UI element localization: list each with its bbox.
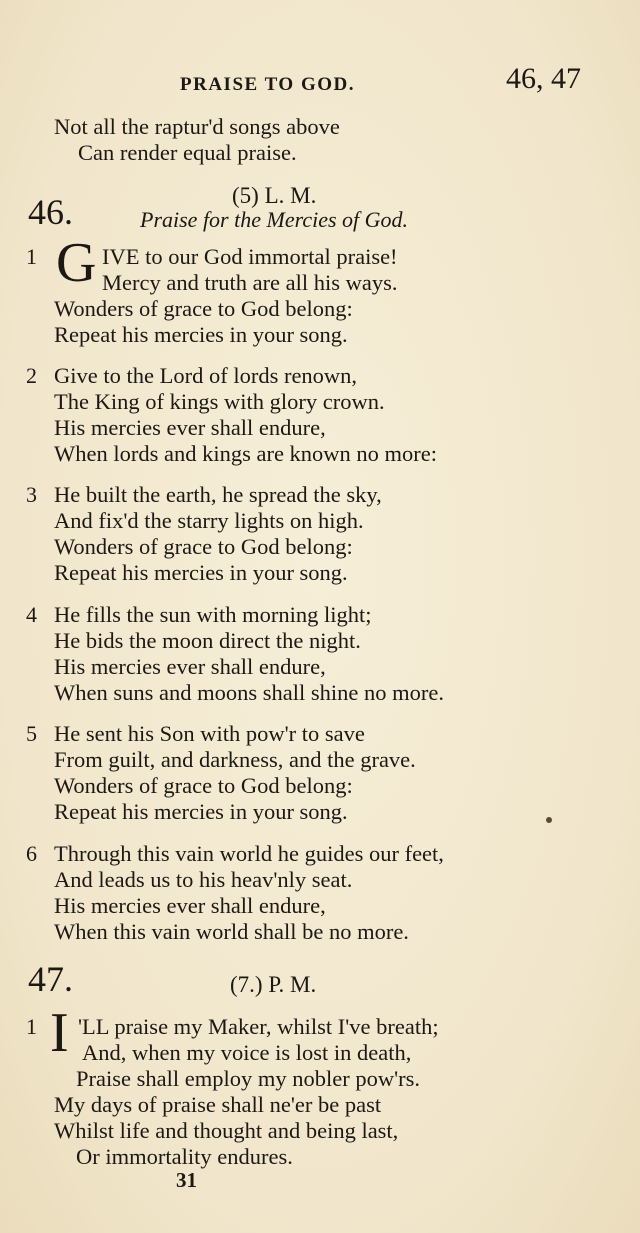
verse-number: 4 — [26, 602, 37, 627]
verse-line: And fix'd the starry lights on high. — [54, 508, 364, 533]
verse-number: 3 — [26, 482, 37, 507]
verse-line: And, when my voice is lost in death, — [82, 1040, 412, 1065]
verse-line: Repeat his mercies in your song. — [54, 799, 348, 824]
verse-line: When lords and kings are known no more: — [54, 441, 438, 466]
signature-mark: 31 — [176, 1168, 197, 1192]
hymn-number: 47. — [28, 959, 73, 999]
drop-cap: G — [56, 232, 97, 294]
hymn-number: 46. — [28, 192, 73, 232]
verse-number: 1 — [26, 244, 37, 269]
verse-line: Repeat his mercies in your song. — [54, 560, 348, 585]
verse-number: 5 — [26, 721, 37, 746]
verse-line: 'LL praise my Maker, whilst I've breath; — [78, 1014, 439, 1039]
verse-line: He sent his Son with pow'r to save — [54, 721, 365, 746]
verse-line: And leads us to his heav'nly seat. — [54, 867, 353, 892]
verse-line: Wonders of grace to God belong: — [54, 534, 353, 559]
verse-line: IVE to our God immortal praise! — [102, 244, 398, 269]
verse-number: 2 — [26, 363, 37, 388]
hymn-meter: (5) L. M. — [232, 183, 317, 208]
running-head: PRAISE TO GOD. — [180, 74, 355, 95]
verse-line: He fills the sun with morning light; — [54, 602, 372, 627]
verse-line: Repeat his mercies in your song. — [54, 322, 348, 347]
drop-cap: I — [50, 1002, 69, 1064]
verse-line: Praise shall employ my nobler pow'rs. — [76, 1066, 421, 1091]
verse-line: He built the earth, he spread the sky, — [54, 482, 382, 507]
verse-line: Whilst life and thought and being last, — [54, 1118, 399, 1143]
verse-number: 6 — [26, 841, 37, 866]
verse-number: 1 — [26, 1014, 37, 1039]
verse-line: Mercy and truth are all his ways. — [102, 270, 398, 295]
verse-line: Or immortality endures. — [76, 1144, 293, 1169]
verse-line: He bids the moon direct the night. — [54, 628, 361, 653]
verse-line: His mercies ever shall endure, — [54, 415, 326, 440]
verse-line: Through this vain world he guides our feet, — [54, 841, 444, 866]
verse-line: From guilt, and darkness, and the grave. — [54, 747, 416, 772]
page-numbers: 46, 47 — [506, 62, 581, 95]
verse-line: When suns and moons shall shine no more. — [54, 680, 444, 705]
verse-line: When this vain world shall be no more. — [54, 919, 409, 944]
verse-line: My days of praise shall ne'er be past — [54, 1092, 382, 1117]
verse-line: His mercies ever shall endure, — [54, 654, 326, 679]
verse-line: Wonders of grace to God belong: — [54, 296, 353, 321]
ink-speck — [546, 817, 552, 823]
carryover-line: Not all the raptur'd songs above — [54, 114, 340, 139]
hymn-meter: (7.) P. M. — [230, 972, 317, 997]
hymn-title: Praise for the Mercies of God. — [140, 207, 409, 232]
verse-line: His mercies ever shall endure, — [54, 893, 326, 918]
verse-line: The King of kings with glory crown. — [54, 389, 385, 414]
verse-line: Wonders of grace to God belong: — [54, 773, 353, 798]
verse-line: Give to the Lord of lords renown, — [54, 363, 358, 388]
carryover-line: Can render equal praise. — [78, 140, 297, 165]
